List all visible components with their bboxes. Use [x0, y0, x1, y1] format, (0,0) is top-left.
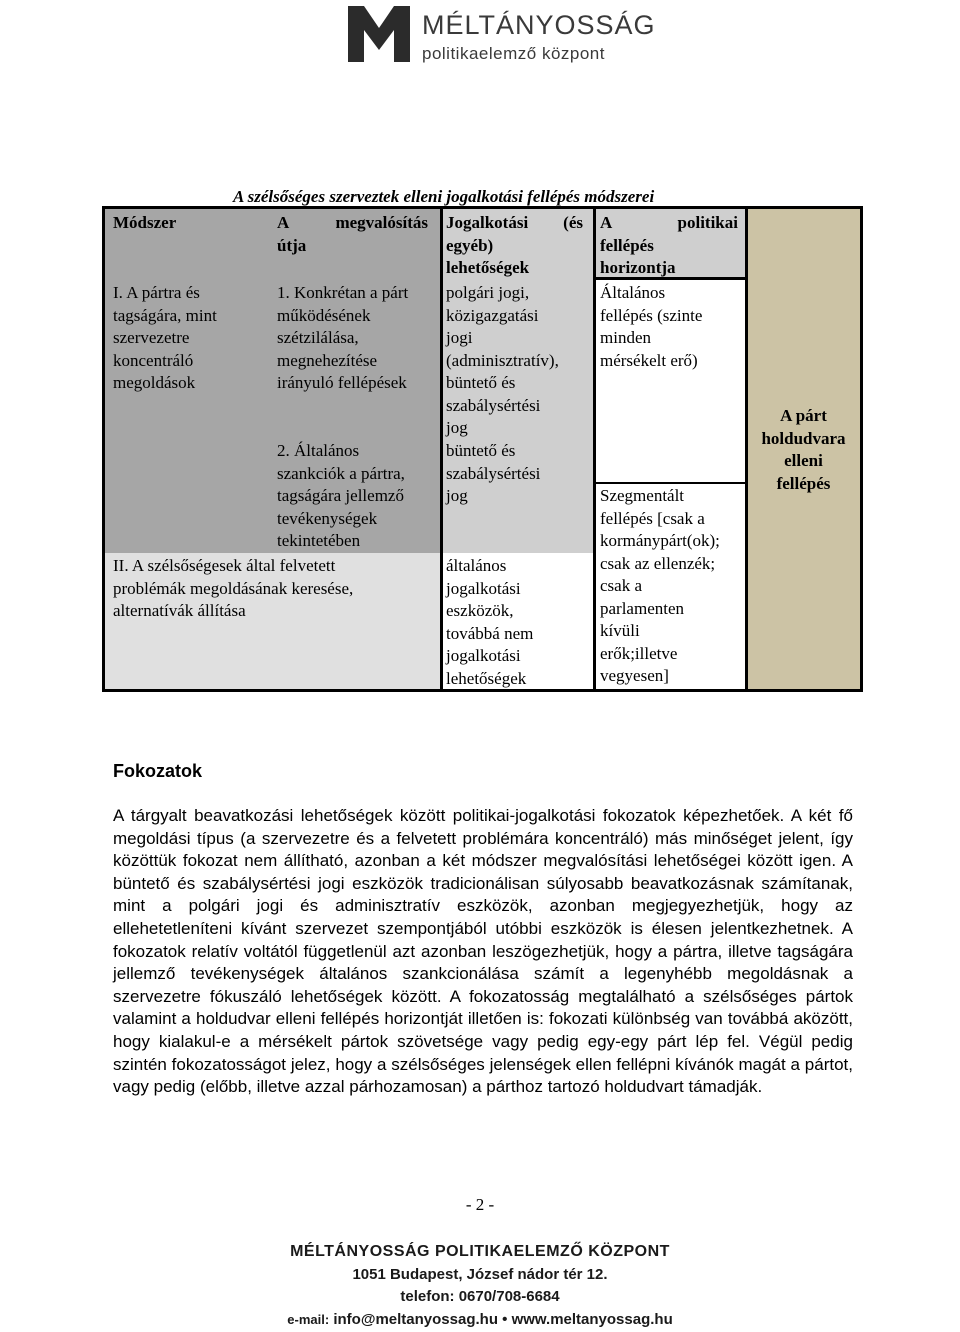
footer-phone: telefon: 0670/708-6684	[400, 1288, 560, 1305]
legal-3-text: általános jogalkotási eszközök, továbbá nem jogalkotási lehetőségek	[446, 556, 534, 688]
section-heading: Fokozatok	[113, 761, 203, 781]
header-method: Módszer	[113, 213, 177, 232]
footer-contact[interactable]: info@meltanyossag.hu • www.meltanyossag.hu	[333, 1311, 673, 1328]
header-realization-line-2: útja	[277, 236, 307, 255]
political-1-text: Általános fellépés (szinte minden mérsékelt erő)	[600, 283, 703, 370]
footer-address: 1051 Budapest, József nádor tér 12.	[352, 1266, 608, 1283]
footer	[0, 1240, 960, 1332]
header-legal-line-1: Jogalkotási (és	[446, 213, 583, 232]
table-title: A szélsőséges szerveztek elleni jogalkotási fellépés módszerei	[233, 187, 655, 206]
footer-contact-line	[0, 1308, 960, 1332]
footer-org: MÉLTÁNYOSSÁG POLITIKAELEMZŐ KÖZPONT	[290, 1243, 670, 1260]
realization-2-text: 2. Általános szankciók a pártra, tagságára jellemző tevékenységek tekintetében	[277, 441, 405, 550]
brand-subtitle: politikaelemző központ	[422, 44, 605, 63]
legal-2-text: büntető és szabálysértési jog	[446, 441, 541, 505]
side-text: A párt holdudvara elleni fellépés	[761, 406, 846, 493]
header-legal-line-2: egyéb)	[446, 236, 494, 255]
header-logo	[348, 6, 656, 66]
header-legal-line-3: lehetőségek	[446, 258, 530, 277]
logo-mark-icon	[348, 6, 410, 62]
header-political-line-2: fellépés	[600, 236, 654, 255]
footer-email-label: e-mail:	[287, 1312, 330, 1327]
header-political-line-3: horizontja	[600, 258, 676, 277]
political-2-text: Szegmentált fellépés [csak a kormánypárt(ok); csak az ellenzék; csak a parlamenten kívüli erők;illetve vegyesen]	[600, 486, 720, 685]
header-realization-line-1: A megvalósítás	[277, 213, 428, 232]
page-number: - 2 -	[465, 1195, 495, 1214]
method-2-text: II. A szélsőségesek által felvetett problémák megoldásának keresése, alternatívák állítása	[113, 556, 354, 620]
political-divider	[594, 482, 746, 484]
legal-1-text: polgári jogi, közigazgatási jogi (adminisztratív), büntető és szabálysértési jog	[446, 283, 559, 437]
body-paragraph: A tárgyalt beavatkozási lehetőségek között politikai-jogalkotási fokozatok képezhetőek. A két fő megoldási típus (a szervezetre és a felvetett problémára koncentráló) más minőséget jelent, így közöttük fokozat nem állítható, azonban a két módszer megvalósítási lehetőségei között igen. A büntető és szabálysértési jogi eszközök tradicionálisan súlyosabb beavatkozásnak számítanak, mint a polgári jogi és adminisztratív eszközök, azonban megjegyezhetjük, hogy az ellehetetleníteni kívánt szervezet szempontjából utóbbi eszközök is élesen jelentkezhetnek. A fokozatok relatív voltától függetlenül azt azonban leszögezhetjük, hogy a pártra, illetve tagságára jellemző tevékenységek általános szankcionálása számít a legenyhébb megoldásnak a szervezetre fókuszáló lehetőségek között. A fokozatosság megtalálható a szélsőséges pártok valamint a holdudvar elleni fellépés horizontját illetően is: fokozati különbség van továbbá aközött, hogy kialakul-e a mérsékelt pártok szövetsége vagy pedig egy-egy párt lép fel. Végül pedig szintén fokozatosságot jelez, hogy a szélsőséges jelenségek ellen fellépni kívánók magát a pártot, vagy pedig (előbb, illetve azzal párhozamosan) a párthoz tartozó holdudvart támadják.	[113, 806, 853, 1097]
realization-1-text: 1. Konkrétan a párt működésének szétzilálása, megnehezítése irányuló fellépések	[277, 283, 409, 392]
header-political-line-1: A politikai	[600, 213, 738, 232]
method-1-text: I. A pártra és tagságára, mint szervezetre koncentráló megoldások	[113, 283, 217, 392]
brand-name: MÉLTÁNYOSSÁG	[422, 10, 656, 40]
